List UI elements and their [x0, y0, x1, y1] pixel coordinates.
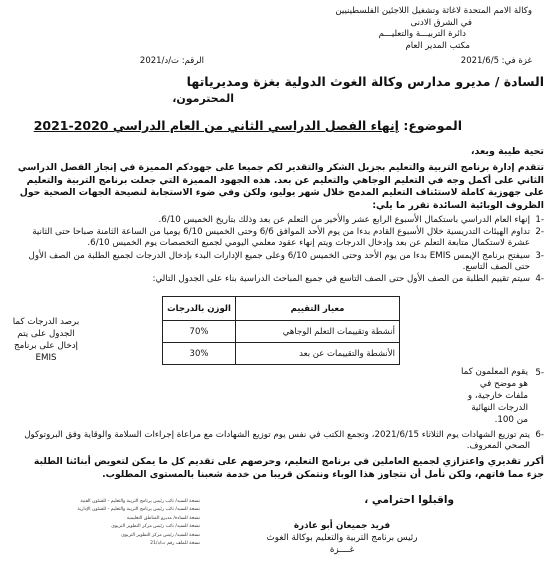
list-item-text: تداوم الهيئات التدريسية خلال الأسبوع القادم بدءا من يوم الأحد الموافق 6/6 وحتى الخميس 6/10 يوميا من الساعة الثامنة صباحا حتى الثانية عشرة لاستكمال متابعة التعلم عن بعد وإدخال الدرجات ويتم إنهاء عقود معلمي اليومي لجميع التخصصات يوم الخميس 6/10. [32, 227, 530, 249]
letterhead-line-1: وكالة الامم المتحدة لاغاثة وتشغيل اللاجئين الفلسطينيين [335, 6, 532, 16]
cc-line: نسخة للسيد/ نائب رئيس برنامج التربية والتعليم - للشئون الإدارية [77, 507, 200, 513]
closing-paragraph: أكرر تقديري واعتزازي لجميع العاملين في برنامج التعليم، وحرصهم على تقديم كل ما يمكن لتعويض أبنائنا الطلبة جزء مما فاتهم، ولكن نأمل أن نتجاوز هذا الوباء ونتمكن قريبا من خدمة شعبنا بالمستوى المطلوب. [33, 456, 544, 480]
cc-line: نسخة للملف رقم ت/د/21 [150, 541, 200, 547]
list-item-number: -4 [535, 274, 544, 285]
reference-number: الرقم: ت/د/2021 [139, 56, 204, 66]
grading-table [162, 296, 400, 365]
letterhead-line-4: مكتب المدير العام [405, 40, 470, 51]
cc-line: نسخة للسيد/ نائب رئيس مركز التطوير التربوي [111, 524, 200, 530]
letterhead-line-2: في الشرق الادنى [410, 17, 472, 28]
letterhead-line-3: دائرة التربيـــة والتعليـــم [378, 29, 466, 39]
table-cell-criterion: الأنشطة والتقييمات عن بعد [236, 343, 400, 365]
list-item [14, 274, 544, 285]
letter-date: غزة في: 2021/6/5 [460, 56, 532, 66]
subject-title: إنهاء الفصل الدراسي الثاني من العام الدراسي 2020-2021 [33, 118, 399, 133]
table-cell-weight: 30% [163, 343, 236, 365]
signer-city: غــــزة [329, 545, 355, 555]
list-item [14, 430, 544, 452]
table-header-weight: الوزن بالدرجات [163, 297, 236, 321]
decisions-list [14, 215, 544, 286]
regards-line: واقبلوا احترامي ، [364, 494, 454, 506]
table-cell-criterion: أنشطة وتقييمات التعلم الوجاهي [236, 321, 400, 343]
subject-line [34, 118, 462, 133]
item5-left-text: برصد الدرجات كما الجدول على يتم إدخال على برنامج EMIS [12, 317, 80, 363]
list-item-text: سيتم تقييم الطلبة من الصف الأول حتى الصف التاسع في جميع المباحث الدراسية بناء على الجدول التالي: [152, 274, 530, 285]
letterhead [292, 6, 532, 52]
list-item [14, 215, 544, 226]
list-item-text: سيفتح برنامج الإيمس EMIS بدءا من يوم الأحد وحتى الخميس 6/10 وعلى جميع الإدارات البدء بإدخال الدرجات لجميع الطلبة من الصف الأول حتى الصف التاسع. [28, 250, 530, 272]
list-item-text: يتم توزيع الشهادات يوم الثلاثاء 2021/6/15، وتجمع الكتب في نفس يوم توزيع الشهادات مع مراعاة إجراءات السلامة والوقاية وفق البروتوكول الصحي المعروف. [24, 430, 530, 452]
signer-name: فريد جميعان أبو عاذرة [293, 521, 391, 531]
list-item [14, 227, 544, 249]
intro-paragraph: تتقدم إدارة برنامج التربية والتعليم بجزيل الشكر والتقدير لكم جميعا على جهودكم المميزة في إنجاز الفصل الدراسي الثاني على أكمل وجه في التعليم الوجاهي والتعليم عن بعد. هذه الجهود المميزة التي جعلت برنامج التربية والتعليم على جهوزية كاملة لاستئناف التعليم المدمج خلال شهر يوليو، ولكن وفي ضوء الاستجابة لنصيحة الجهات الصحية حول الظروف الوبائية السائدة تقرر ما يلي: [17, 162, 544, 211]
list-item-number: -1 [535, 215, 544, 225]
cc-line: نسخة للسيد/ نائب رئيس برنامج التربية والتعليم - للشئون الفنية [80, 499, 200, 504]
list-item [14, 251, 544, 273]
table-header-row [163, 297, 400, 321]
list-item-text: إنهاء العام الدراسي باستكمال الأسبوع الرابع عشر والأخير من التعلم عن بعد وذلك بتاريخ الخميس 6/10. [158, 215, 530, 225]
list-item-number: -6 [535, 430, 544, 440]
table-row [163, 321, 400, 343]
list-item-number: -3 [535, 250, 544, 261]
cc-line: نسخة للسادة/ مديرو المناطق التعليمية [126, 515, 200, 521]
list-item-number: -5 [535, 368, 544, 378]
item5-right-text: يقوم المعلمون كما هو موضح في ملفات خارجية، و الدرجات النهائية من 100. [460, 367, 528, 425]
greeting: تحية طيبة وبعد، [470, 146, 544, 157]
table-cell-weight: 70% [163, 321, 236, 343]
signer-title: رئيس برنامج التربية والتعليم بوكالة الغوث [266, 533, 418, 543]
table-row [163, 343, 400, 365]
addressee: السادة / مديرو مدارس وكالة الغوث الدولية بغزة ومديرياتها [186, 74, 544, 89]
list-item-number: -2 [535, 227, 544, 238]
subject-label: الموضوع: [403, 118, 462, 133]
cc-line: نسخة للسيد/ رئيس مركز التطوير التربوي [121, 532, 200, 538]
respected-salutation: المحترمون، [172, 92, 234, 105]
signature-block [256, 520, 428, 556]
copies-list [10, 498, 200, 548]
table-header-criterion: معيار التقييم [236, 297, 400, 321]
